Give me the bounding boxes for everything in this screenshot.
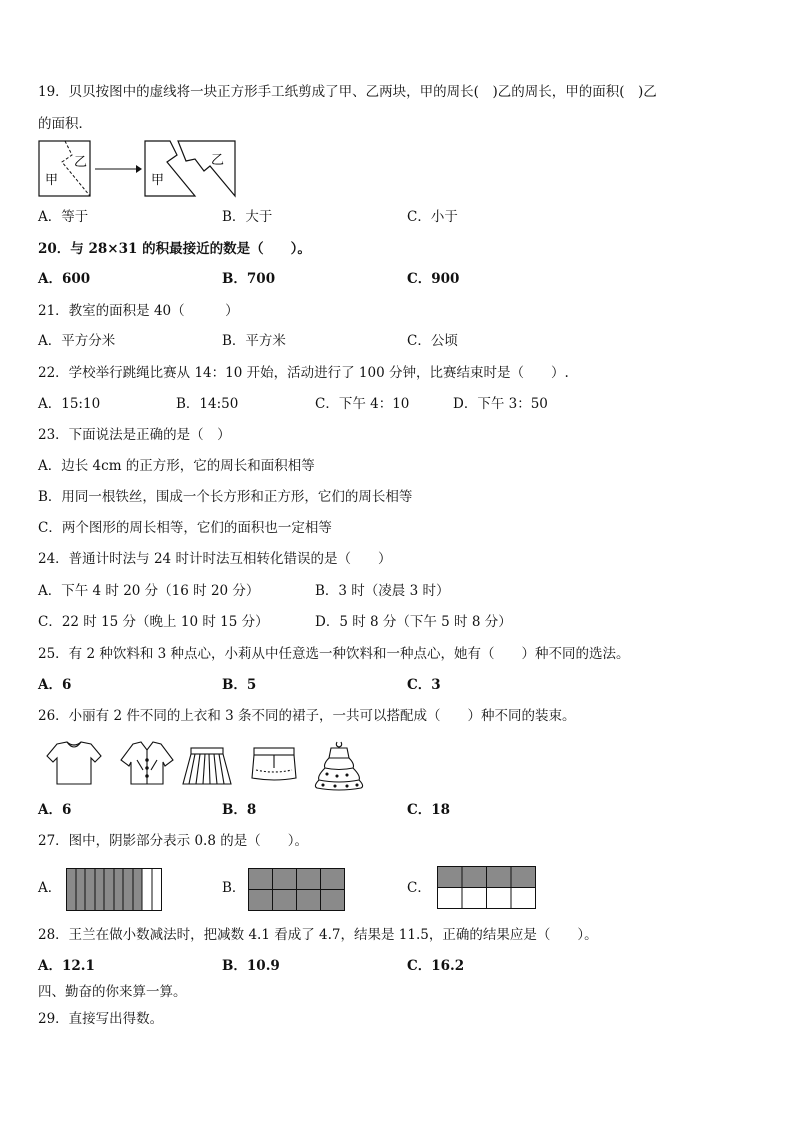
q20-stem: 20．与 28×31 的积最接近的数是（ ）。 [38,241,311,257]
q27-stem: 27．图中，阴影部分表示 0.8 的是（ ）。 [38,833,308,849]
q20-option-a[interactable]: A．600 [38,271,91,287]
q20-option-b[interactable]: B．700 [222,271,276,287]
q19-stem-line1: 19．贝贝按图中的虚线将一块正方形手工纸剪成了甲、乙两块，甲的周长( )乙的周长，甲的面积( )乙 [38,84,657,100]
q27-option-a[interactable]: A． [38,880,62,896]
q19-figure [38,140,238,200]
q19-fig-jia-left: 甲 [45,173,59,188]
q27-option-b[interactable]: B． [222,880,246,896]
q25-option-a[interactable]: A．6 [38,677,72,693]
q24-option-c[interactable]: C．22 时 15 分（晚上 10 时 15 分） [38,614,269,630]
q22-option-d[interactable]: D．下午 3：50 [453,396,548,412]
tshirt-icon [47,742,101,784]
q21-option-c[interactable]: C．公顷 [407,333,458,349]
q19-option-a[interactable]: A．等于 [38,209,89,225]
q27-option-c[interactable]: C． [407,880,431,896]
q29-stem: 29．直接写出得数。 [38,1011,164,1027]
ruffled-dress-icon [315,742,362,790]
q28-stem: 28．王兰在做小数减法时，把减数 4.1 看成了 4.7，结果是 11.5，正确的结果应是（ ）。 [38,927,598,943]
q26-stem: 26．小丽有 2 件不同的上衣和 3 条不同的裙子，一共可以搭配成（ ）种不同的装束。 [38,708,576,724]
q26-clothes-figure [45,740,365,790]
q28-option-a[interactable]: A．12.1 [38,958,95,974]
q25-stem: 25．有 2 种饮料和 3 种点心，小莉从中任意选一种饮料和一种点心，她有（ ）种不同的选法。 [38,646,630,662]
q24-option-d[interactable]: D．5 时 8 分（下午 5 时 8 分） [315,614,512,630]
q19-option-b[interactable]: B．大于 [222,209,273,225]
q22-option-c[interactable]: C．下午 4：10 [315,396,410,412]
q19-fig-yi-right: 乙 [211,153,225,168]
q23-option-c[interactable]: C．两个图形的周长相等，它们的面积也一定相等 [38,520,332,536]
short-skirt-icon [252,748,296,780]
q21-option-b[interactable]: B．平方米 [222,333,286,349]
q19-fig-yi-left: 乙 [74,155,88,170]
q21-stem: 21．教室的面积是 40（ ） [38,303,239,319]
q21-option-a[interactable]: A．平方分米 [38,333,116,349]
q27-figure-a [66,868,162,912]
q22-option-b[interactable]: B．14:50 [176,396,239,412]
pleated-skirt-icon [183,748,231,784]
q26-option-a[interactable]: A．6 [38,802,72,818]
q22-stem: 22．学校举行跳绳比赛从 14：10 开始，活动进行了 100 分钟，比赛结束时是（ ）. [38,365,569,381]
q28-option-c[interactable]: C．16.2 [407,958,465,974]
q19-fig-jia-right: 甲 [151,173,165,188]
q27-figure-c [437,866,537,910]
q27-figure-b [248,868,346,912]
q28-option-b[interactable]: B．10.9 [222,958,280,974]
q25-option-c[interactable]: C．3 [407,677,441,693]
section-heading: 四、勤奋的你来算一算。 [38,984,187,1000]
q23-option-b[interactable]: B．用同一根铁丝，围成一个长方形和正方形，它们的周长相等 [38,489,413,505]
q22-option-a[interactable]: A．15:10 [38,396,101,412]
q19-stem-line2: 的面积． [38,116,92,132]
q23-option-a[interactable]: A．边长 4cm 的正方形，它的周长和面积相等 [38,458,315,474]
q24-option-a[interactable]: A．下午 4 时 20 分（16 时 20 分） [38,583,260,599]
q19-option-c[interactable]: C．小于 [407,209,458,225]
q25-option-b[interactable]: B．5 [222,677,257,693]
blouse-icon [121,742,173,784]
q23-stem: 23．下面说法是正确的是（ ） [38,427,231,443]
q20-option-c[interactable]: C．900 [407,271,460,287]
q24-stem: 24．普通计时法与 24 时计时法互相转化错误的是（ ） [38,551,392,567]
q24-option-b[interactable]: B．3 时（凌晨 3 时） [315,583,450,599]
q26-option-b[interactable]: B．8 [222,802,257,818]
q26-option-c[interactable]: C．18 [407,802,451,818]
